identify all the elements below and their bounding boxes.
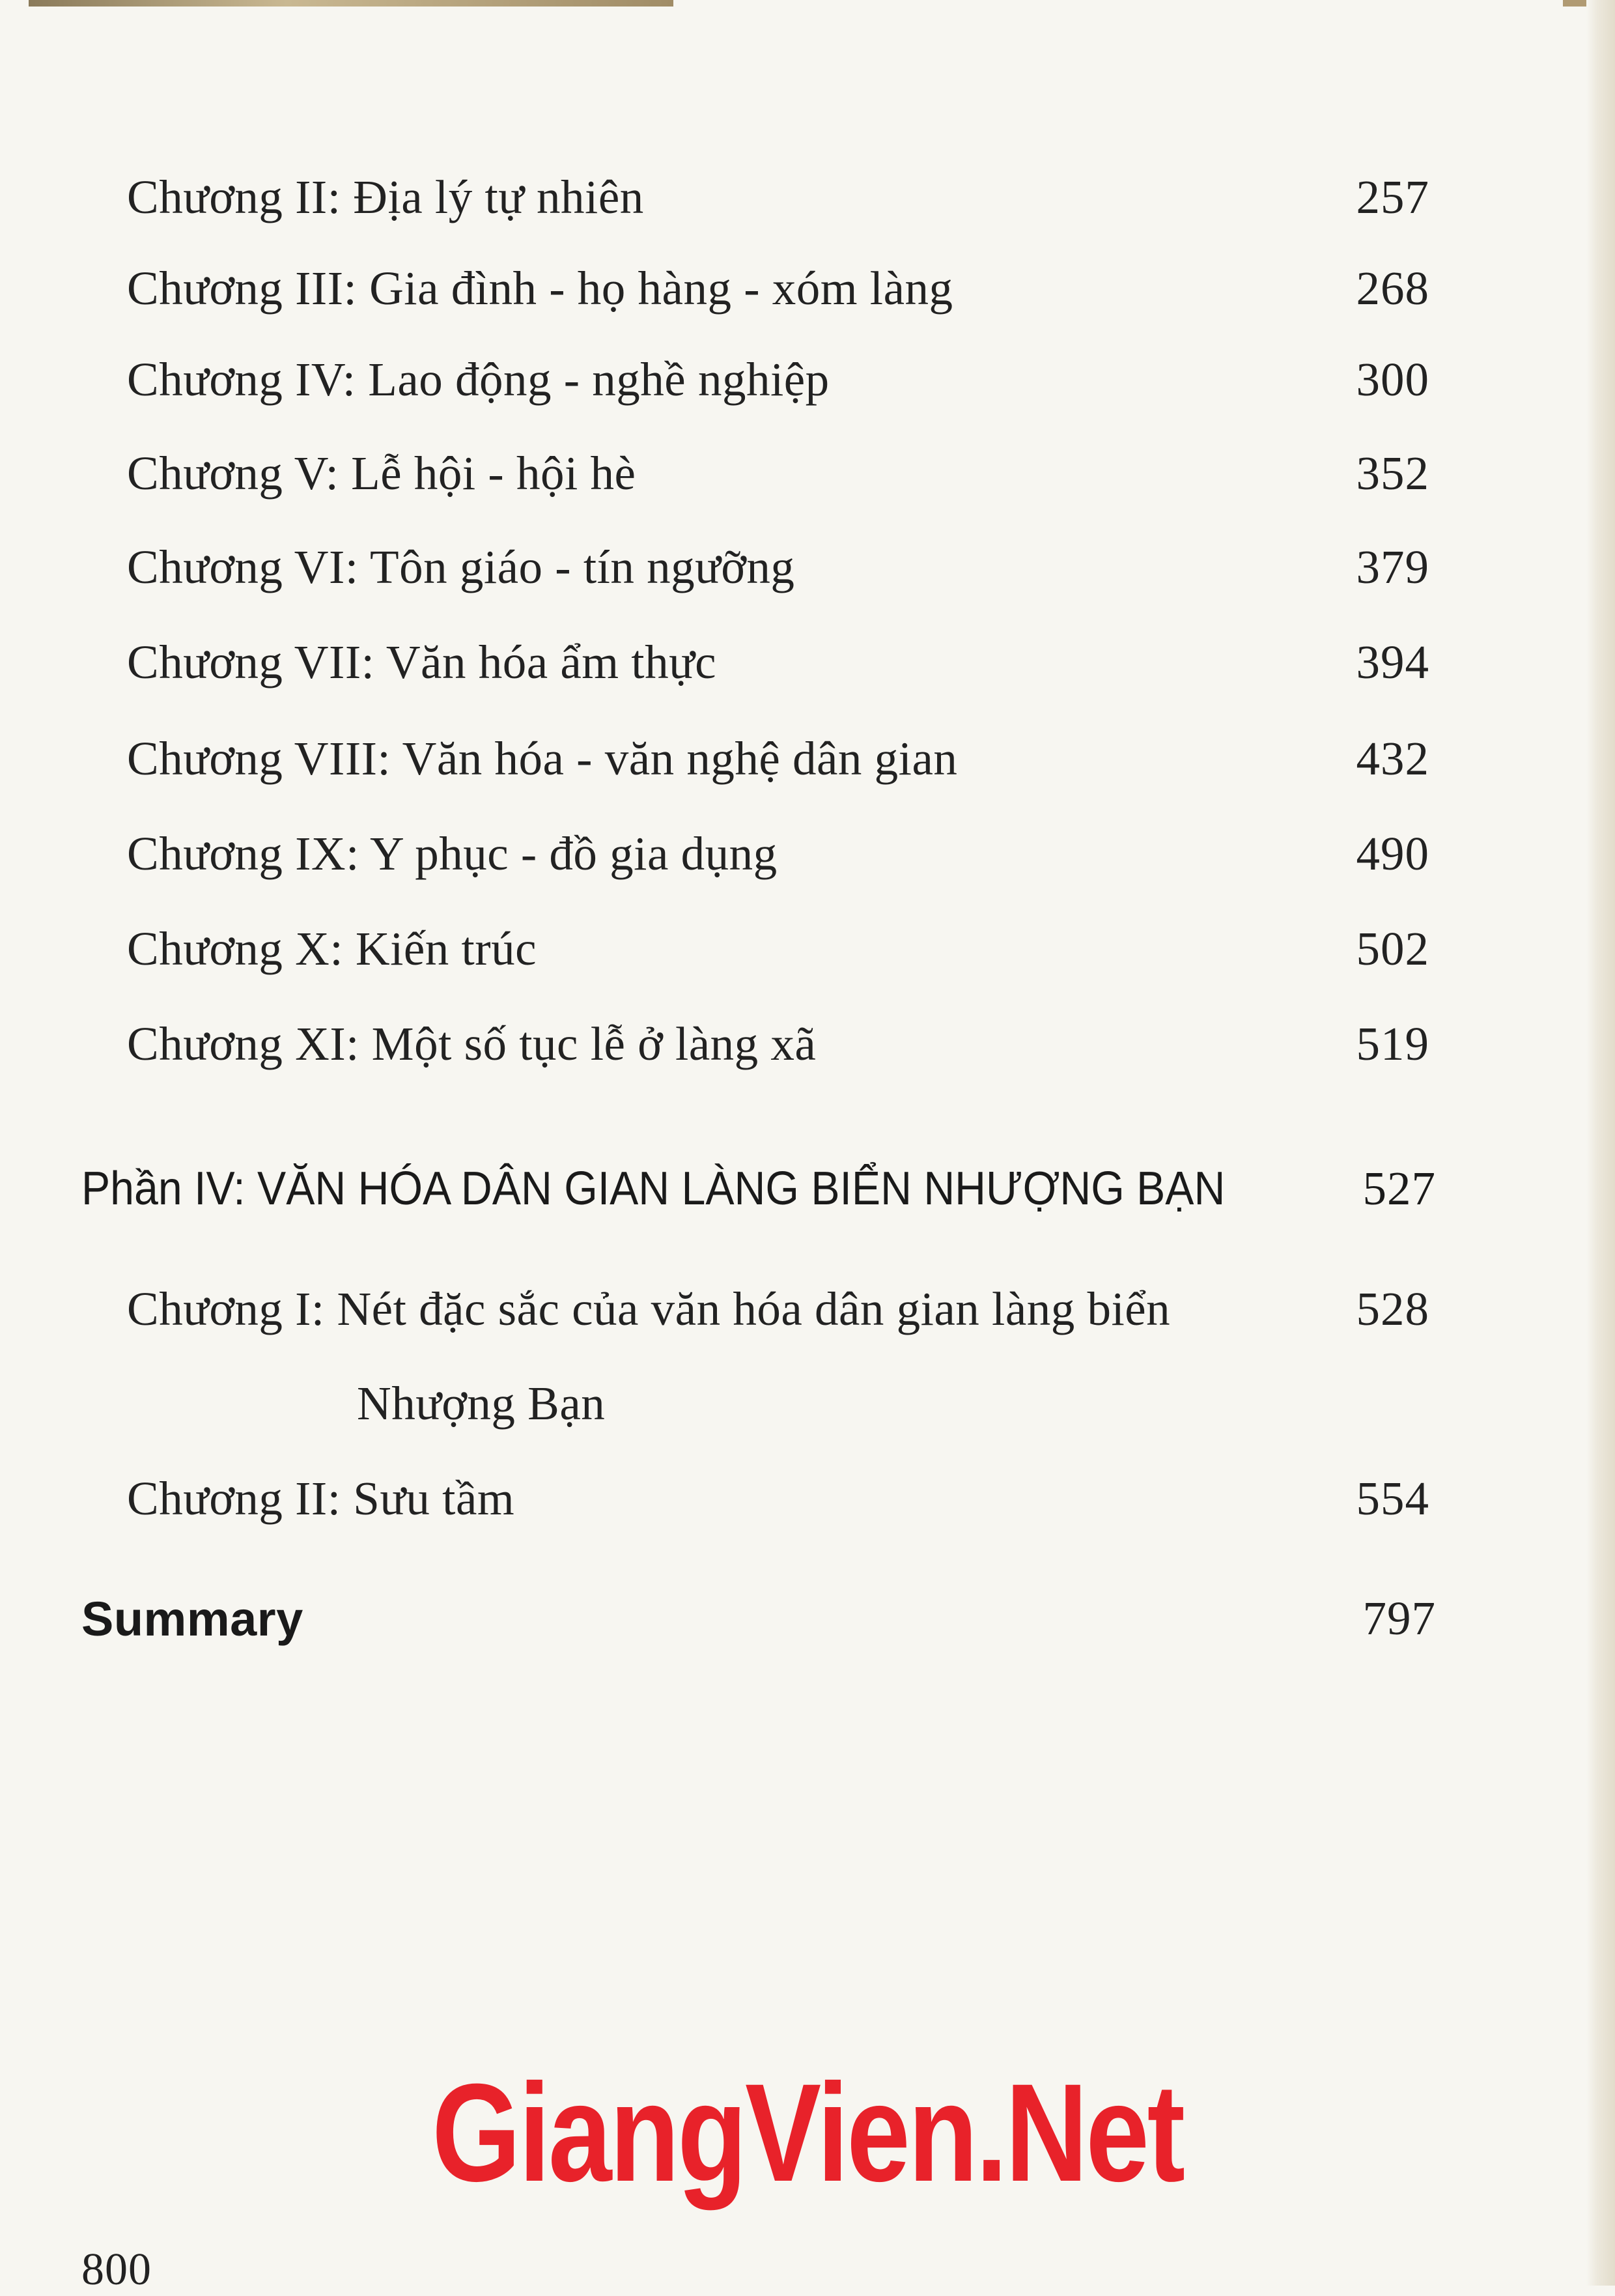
toc-entry-title: Chương X: Kiến trúc bbox=[127, 922, 537, 975]
watermark-logo: GiangVien.Net bbox=[432, 2055, 1183, 2211]
toc-entry-page: 394 bbox=[1356, 636, 1429, 688]
toc-entry-part-4 bbox=[81, 1153, 1436, 1225]
toc-entry-page: 527 bbox=[1362, 1162, 1436, 1215]
toc-entry-summary bbox=[81, 1583, 1436, 1654]
toc-entry-chapter-2 bbox=[127, 162, 1429, 233]
toc-entry-chapter-5 bbox=[127, 438, 1429, 509]
toc-entry-title: Chương VI: Tôn giáo - tín ngưỡng bbox=[127, 541, 795, 593]
toc-entry-title: Chương IV: Lao động - nghề nghiệp bbox=[127, 353, 830, 406]
toc-entry-title: Chương V: Lễ hội - hội hè bbox=[127, 447, 636, 500]
toc-entry-part4-chapter-1 bbox=[127, 1273, 1429, 1345]
toc-entry-chapter-8 bbox=[127, 723, 1429, 795]
toc-entry-chapter-3 bbox=[127, 253, 1429, 324]
toc-entry-page: 379 bbox=[1356, 541, 1429, 593]
toc-entry-page: 797 bbox=[1362, 1592, 1436, 1645]
toc-entry-page: 257 bbox=[1356, 171, 1429, 223]
toc-entry-chapter-11 bbox=[127, 1008, 1429, 1080]
toc-entry-page: 268 bbox=[1356, 262, 1429, 315]
page-number: 800 bbox=[81, 2245, 152, 2295]
toc-entry-chapter-4 bbox=[127, 344, 1429, 416]
toc-entry-title: Chương VIII: Văn hóa - văn nghệ dân gian bbox=[127, 732, 958, 785]
toc-entry-page: 502 bbox=[1356, 922, 1429, 975]
toc-entry-chapter-10 bbox=[127, 913, 1429, 985]
toc-entry-part4-chapter-2 bbox=[127, 1463, 1429, 1535]
toc-entry-chapter-9 bbox=[127, 818, 1429, 890]
toc-entry-title: Chương II: Địa lý tự nhiên bbox=[127, 171, 644, 223]
toc-entry-title: Chương IX: Y phục - đồ gia dụng bbox=[127, 827, 778, 880]
toc-entry-chapter-6 bbox=[127, 531, 1429, 603]
toc-entry-title: Chương II: Sưu tầm bbox=[127, 1472, 515, 1525]
toc-summary-title: Summary bbox=[81, 1591, 303, 1646]
toc-entry-page: 528 bbox=[1356, 1283, 1429, 1335]
toc-entry-page: 300 bbox=[1356, 353, 1429, 406]
toc-entry-page: 352 bbox=[1356, 447, 1429, 500]
toc-entry-chapter-7 bbox=[127, 627, 1429, 698]
toc-entry-page: 490 bbox=[1356, 827, 1429, 880]
toc-entry-title: Chương VII: Văn hóa ẩm thực bbox=[127, 636, 717, 688]
toc-entry-page: 519 bbox=[1356, 1017, 1429, 1070]
toc-entry-page: 432 bbox=[1356, 732, 1429, 785]
toc-entry-title-continuation: Nhượng Bạn bbox=[357, 1377, 606, 1430]
toc-entry-page: 554 bbox=[1356, 1472, 1429, 1525]
toc-entry-title: Chương III: Gia đình - họ hàng - xóm làng bbox=[127, 262, 953, 315]
toc-entry-title: Chương I: Nét đặc sắc của văn hóa dân gian làng biển bbox=[127, 1283, 1171, 1335]
page-edge-shadow bbox=[1586, 0, 1615, 2286]
top-edge-rule bbox=[29, 0, 673, 7]
toc-part-title: Phần IV: VĂN HÓA DÂN GIAN LÀNG BIỂN NHƯỢNG BẠN bbox=[81, 1163, 1226, 1215]
toc-entry-title: Chương XI: Một số tục lễ ở làng xã bbox=[127, 1017, 817, 1070]
